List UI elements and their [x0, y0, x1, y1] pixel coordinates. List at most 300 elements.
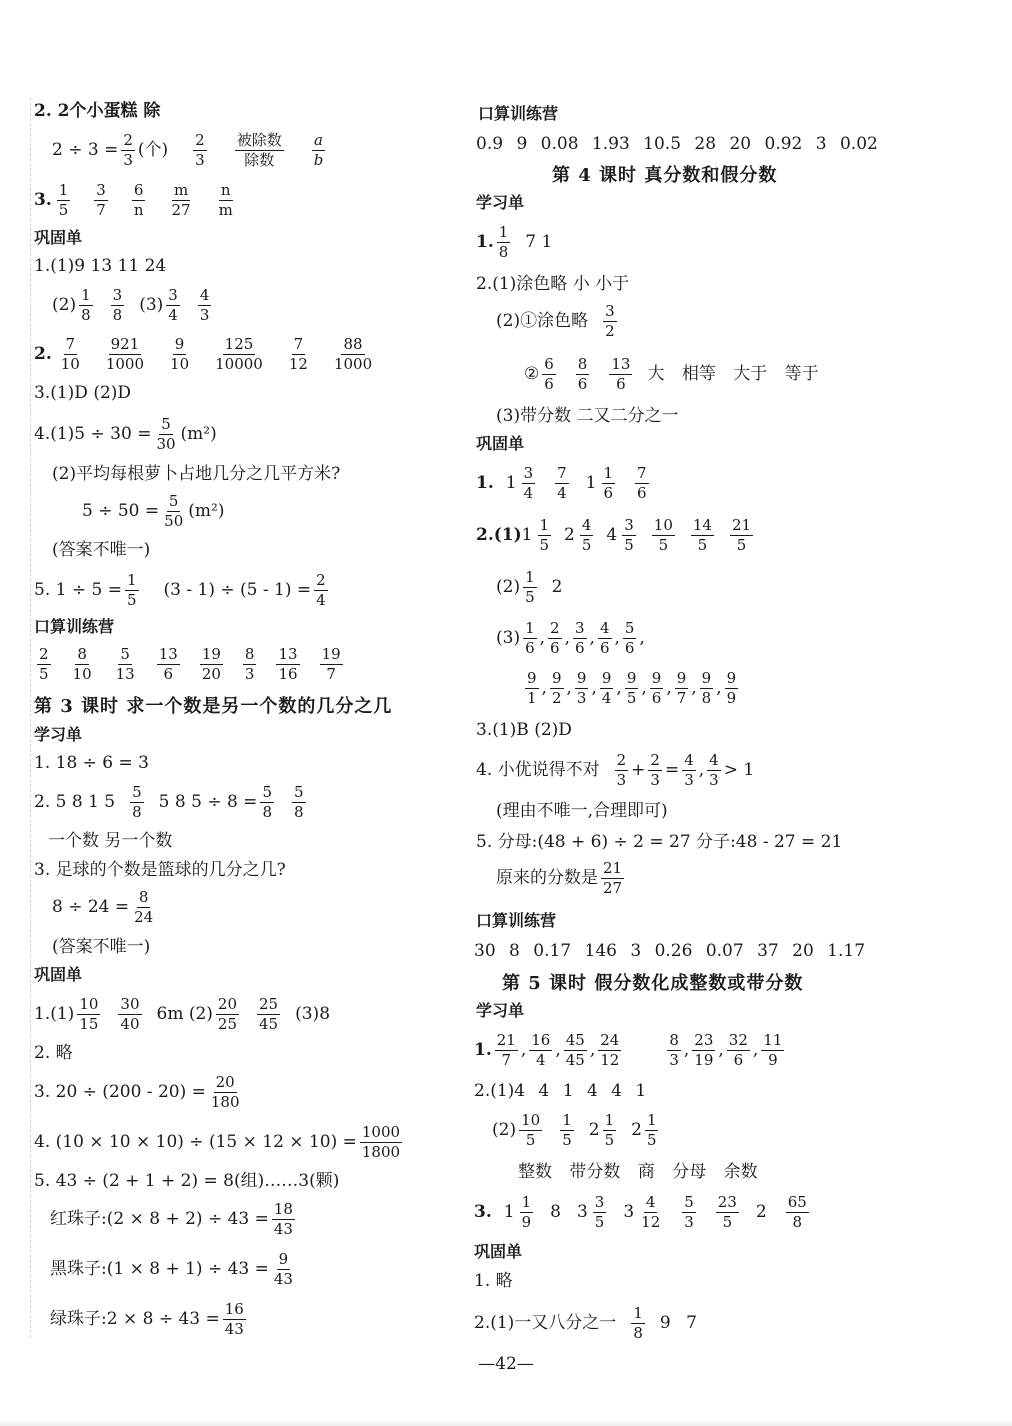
note-line: (答案不唯一)	[52, 540, 151, 560]
answer-line: 1. 1 $\frac{3}{4}$ $\frac{7}{4}$ 1 $\frac{1}{6}$ $\frac{7}{6}$	[476, 465, 652, 502]
fraction	[200, 646, 223, 683]
numerator: 19	[201, 645, 221, 663]
answer-line: (2)①涂色略 3 2	[496, 302, 615, 340]
separator: ,	[691, 677, 697, 698]
denominator: 7	[501, 1050, 512, 1069]
denominator: 3	[669, 1050, 679, 1069]
fraction-item	[597, 670, 622, 707]
fraction-item	[550, 1201, 563, 1222]
fraction	[692, 1032, 715, 1069]
fraction	[727, 1032, 750, 1069]
fraction-item	[522, 517, 554, 554]
answer-line: 1.(1)9 13 11 24	[34, 256, 167, 276]
fraction	[573, 620, 587, 657]
fraction-item	[561, 1032, 596, 1069]
answer-line: 红珠子:(2 × 8 + 2) ÷ 43 = $\frac{18}{43}$	[50, 1200, 293, 1238]
whole-number: 1	[505, 472, 517, 493]
denominator: 6	[544, 374, 554, 393]
fraction	[761, 1032, 784, 1069]
page-number: —42—	[478, 1354, 534, 1374]
denominator: 6	[550, 638, 560, 657]
denominator: 5	[697, 535, 708, 554]
section-heading: 巩固单	[476, 434, 525, 453]
fraction: 3 2	[605, 302, 615, 340]
answer-line: 2. 2个小蛋糕 除	[34, 101, 161, 121]
whole-number: 2	[564, 524, 575, 545]
numerator: 3	[594, 1193, 605, 1211]
fraction: 4 3	[709, 751, 719, 789]
denominator: 7	[96, 200, 106, 219]
whole-number: 1	[585, 472, 597, 493]
numerator: 14	[692, 516, 712, 534]
fraction: 20 25	[217, 995, 238, 1033]
fraction-item	[520, 620, 545, 657]
fraction	[59, 336, 82, 373]
section-heading: 口算训练营	[478, 104, 559, 123]
numerator: 7	[557, 464, 567, 482]
fraction: 5 8	[293, 783, 304, 821]
numerator: 65	[787, 1193, 807, 1211]
numerator: 16	[531, 1031, 551, 1049]
fraction	[667, 1032, 681, 1069]
fraction: $\frac{1}{5}$	[126, 571, 137, 609]
fraction: 2 3	[616, 751, 627, 789]
denominator: 6	[599, 638, 610, 657]
fraction-item	[197, 646, 226, 683]
numerator: 6	[544, 355, 554, 373]
numerator: 19	[321, 645, 341, 663]
denominator: 6	[651, 688, 662, 707]
numerator: 1	[58, 181, 69, 199]
answer-line: 一个数 另一个数	[48, 831, 173, 851]
answer-line	[522, 670, 741, 707]
fraction	[548, 620, 562, 657]
answer-line: 3.(1)B (2)D	[476, 720, 572, 740]
denominator: 3	[244, 664, 255, 683]
fraction: 4 3	[199, 286, 210, 324]
fraction-item	[214, 182, 238, 219]
fraction	[602, 465, 616, 502]
fraction	[635, 465, 649, 502]
fraction: $\frac{18}{43}$	[273, 1200, 293, 1238]
fraction: $\frac{5}{30}$	[156, 415, 176, 453]
fraction	[37, 646, 51, 683]
answer-line: 1. 略	[474, 1271, 513, 1291]
numerator: 9	[601, 669, 612, 687]
numerator: 10	[653, 516, 673, 534]
fraction-item	[545, 620, 570, 657]
numerator: 3	[96, 181, 106, 199]
fraction-item	[647, 670, 672, 707]
fraction-item	[622, 670, 647, 707]
answer-line: 原来的分数是 21 27	[496, 859, 623, 897]
fraction-item	[679, 1194, 699, 1231]
fraction-list	[520, 620, 645, 657]
fraction-item	[697, 670, 722, 707]
fraction-item	[722, 670, 742, 707]
separator: ,	[752, 1039, 759, 1060]
denominator: 6	[575, 638, 585, 657]
fraction-item	[522, 670, 547, 707]
fraction: 10 15	[79, 995, 99, 1033]
fraction	[538, 517, 552, 554]
denominator: 4	[536, 1050, 546, 1069]
denominator: 6	[525, 638, 535, 657]
fraction	[576, 356, 590, 393]
fraction	[276, 646, 299, 683]
answer-line: 5. 分母:(48 + 6) ÷ 2 = 27 分子:48 - 27 = 21	[476, 832, 843, 852]
denominator: 5	[736, 535, 747, 554]
fraction-item	[91, 182, 111, 219]
fraction	[580, 517, 594, 554]
fraction-item	[573, 356, 593, 393]
separator: ,	[591, 677, 597, 698]
numerator: 13	[278, 645, 298, 663]
numerator: 4	[645, 1193, 656, 1211]
fraction: 1 5	[604, 1111, 615, 1149]
answer-line: 2 ÷ 3 = $\frac{2}{3}$ (个) 2 3 被除数 除数 a b	[52, 131, 324, 169]
fraction: $\frac{9}{43}$	[273, 1250, 293, 1288]
numerator: 8	[669, 1031, 679, 1049]
denominator: 6	[624, 638, 635, 657]
fraction-list	[522, 517, 756, 554]
separator: ,	[566, 677, 572, 698]
fraction	[57, 182, 71, 219]
fraction	[104, 336, 146, 373]
numerator: 8	[244, 645, 255, 663]
fraction	[320, 646, 343, 683]
fraction-item	[165, 336, 194, 373]
fraction	[564, 1032, 587, 1069]
numerator: 3	[575, 619, 585, 637]
fraction-item	[689, 1032, 724, 1069]
denominator: 6	[733, 1050, 744, 1069]
fraction-item	[724, 1032, 759, 1069]
whole-number: 8	[550, 1201, 561, 1222]
numerator: 88	[343, 335, 363, 353]
denominator: 12	[641, 1212, 661, 1231]
fraction: $\frac{5}{50}$	[164, 492, 184, 530]
separator: ,	[589, 1039, 596, 1060]
numerator: 4	[599, 619, 610, 637]
answer-line: 2. 略	[34, 1043, 73, 1063]
whole-number: 1	[521, 524, 533, 545]
fraction-item	[758, 1032, 787, 1069]
separator: ,	[555, 1039, 561, 1060]
fraction: $\frac{20}{180}$	[210, 1073, 240, 1111]
fraction	[132, 182, 146, 219]
answer-line: 3. 20 ÷ (200 - 20) = $\frac{20}{180}$	[34, 1073, 240, 1111]
denominator: 5	[722, 1212, 733, 1231]
fraction-item	[539, 356, 559, 393]
numerator: 2	[550, 619, 560, 637]
fraction-item	[317, 646, 346, 683]
fraction	[168, 336, 191, 373]
answer-line: (3)带分数 二又二分之一	[496, 406, 679, 426]
fraction-list	[34, 646, 346, 683]
fraction-item	[564, 517, 596, 554]
fraction-list	[54, 182, 238, 219]
denominator: 20	[201, 664, 221, 683]
fraction: $\frac{2}{4}$	[316, 571, 326, 609]
fraction	[725, 670, 739, 707]
fraction	[94, 182, 108, 219]
numerator: 1	[525, 619, 535, 637]
separator: ,	[666, 677, 672, 698]
answer-line: 4. 小优说得不对 2 3 + $\frac{2}{3}$ = $\frac{4}{3}$ , 4 3 > 1	[476, 751, 755, 789]
separator: ,	[639, 627, 645, 648]
denominator: 1000	[105, 354, 145, 373]
denominator: 5	[539, 535, 550, 554]
section-heading: 巩固单	[474, 1242, 523, 1261]
whole-number: 4	[606, 524, 618, 545]
answer-line: 5. 43 ÷ (2 + 1 + 2) = 8(组)……3(颗)	[34, 1171, 340, 1191]
answer-line: 2.(1)4 4 1 4 4 1	[474, 1081, 647, 1101]
numerator: 8	[577, 355, 588, 373]
fraction-item	[273, 646, 302, 683]
fraction: a b	[313, 131, 324, 169]
fraction-item	[570, 620, 595, 657]
fraction-item	[504, 1194, 536, 1231]
denominator: 10	[60, 354, 80, 373]
fraction-list	[492, 1032, 625, 1069]
fraction	[730, 517, 753, 554]
denominator: 5	[658, 535, 669, 554]
answer-line: 1. $\frac{21}{7}$ , $\frac{16}{4}$ , $\frac{45}{45}$ , $\frac{24}{12}$ $\frac{8}{3}$ , $\frac{23}{19}$ , $\frac{32}{6}$ , $\frac{11}{9}$	[474, 1032, 787, 1069]
fraction	[691, 517, 714, 554]
fraction: $\frac{2}{3}$	[123, 131, 133, 169]
answer-line: 2.(1)涂色略 小 小于	[476, 274, 630, 294]
fraction-item	[620, 620, 645, 657]
numerator: 9	[701, 669, 712, 687]
numerator: 45	[565, 1031, 585, 1049]
denominator: 6	[577, 374, 588, 393]
denominator: 3	[576, 688, 587, 707]
fraction-item	[713, 1194, 742, 1231]
fraction-list	[504, 1194, 812, 1231]
denominator: 6	[637, 483, 647, 502]
fraction-item	[68, 646, 97, 683]
denominator: 1	[527, 688, 537, 707]
fraction	[157, 646, 180, 683]
answer-line: ② $\frac{6}{6}$ $\frac{8}{6}$ $\frac{13}{6}$ 大 相等 大于 等于	[524, 355, 819, 393]
numerator: 9	[576, 669, 587, 687]
fraction-item	[111, 646, 140, 683]
note-line: (理由不唯一,合理即可)	[496, 801, 668, 821]
fraction-item	[492, 1032, 527, 1069]
numerator: 5	[120, 645, 130, 663]
fraction	[675, 670, 689, 707]
numerator: 13	[611, 355, 631, 373]
fraction-item	[54, 182, 74, 219]
fraction-item	[56, 336, 85, 373]
fraction	[598, 1032, 621, 1069]
fraction	[555, 465, 569, 502]
fraction	[575, 670, 589, 707]
numerator: 1	[539, 516, 550, 534]
answer-line	[34, 646, 346, 683]
fraction	[213, 336, 265, 373]
denominator: 4	[601, 688, 612, 707]
answer-line: 30 8 0.17 146 3 0.26 0.07 37 20 1.17	[474, 941, 866, 961]
answer-line: 黑珠子:(1 × 8 + 1) ÷ 43 = $\frac{9}{43}$	[50, 1250, 293, 1288]
fraction-item	[329, 336, 377, 373]
fraction-item	[664, 1032, 689, 1069]
section-heading: 学习单	[476, 1001, 525, 1020]
separator: ,	[541, 677, 547, 698]
answer-line: 5. 1 ÷ 5 = $\frac{1}{5}$ (3 - 1) ÷ (5 - 1) = $\frac{2}{4}$	[34, 571, 326, 609]
separator: ,	[641, 677, 647, 698]
fraction: $\frac{16}{43}$	[224, 1300, 244, 1338]
answer-line: 1.(1) 10 15 30 40 6m (2) 20 25 25 45 (3)8	[34, 995, 331, 1033]
numerator: 125	[224, 335, 254, 353]
numerator: 9	[626, 669, 637, 687]
separator: ,	[718, 1039, 724, 1060]
fraction	[525, 670, 539, 707]
fraction	[593, 1194, 607, 1231]
fraction	[217, 182, 235, 219]
fraction: 25 45	[259, 995, 279, 1033]
answer-line: 1. 18 ÷ 6 = 3	[34, 753, 149, 773]
answer-line: 2.(1)一又八分之一 1 8 9 7	[474, 1304, 697, 1342]
fraction	[609, 356, 632, 393]
fraction: 3 8	[112, 286, 123, 324]
fraction-list	[539, 356, 635, 393]
denominator: 13	[115, 664, 135, 683]
separator: ,	[614, 627, 620, 648]
note-line: (答案不唯一)	[52, 937, 151, 957]
fraction: $\frac{5}{8}$	[262, 783, 272, 821]
section-heading: 学习单	[34, 725, 83, 744]
denominator: 10000	[215, 354, 263, 373]
fraction-item	[595, 620, 620, 657]
numerator: 9	[527, 669, 537, 687]
answer-line: 3.(1)D (2)D	[34, 383, 132, 403]
numerator: 1	[521, 1193, 532, 1211]
fraction	[786, 1194, 809, 1231]
numerator: 1	[603, 464, 614, 482]
fraction	[650, 670, 664, 707]
whole-number: 3	[623, 1201, 635, 1222]
fraction-item	[240, 646, 260, 683]
answer-line: 整数 带分数 商 分母 余数	[518, 1162, 758, 1182]
fraction: 1 8	[498, 223, 509, 261]
numerator: 9	[551, 669, 562, 687]
separator: ,	[589, 627, 595, 648]
fraction: $\frac{8}{24}$	[134, 888, 154, 926]
numerator: 4	[581, 516, 592, 534]
fraction	[623, 620, 637, 657]
fraction	[523, 620, 537, 657]
fraction	[639, 1194, 662, 1231]
numerator: m	[173, 181, 189, 199]
fraction	[550, 670, 564, 707]
fraction-item	[783, 1194, 812, 1231]
answer-line: 5 ÷ 50 = $\frac{5}{50}$ (m²)	[82, 492, 225, 530]
lesson-title: 第 4 课时 真分数和假分数	[552, 165, 778, 186]
whole-number: 1	[503, 1201, 515, 1222]
fraction-item	[586, 465, 618, 502]
fraction	[716, 1194, 739, 1231]
fraction	[682, 1194, 696, 1231]
fraction-item	[727, 517, 756, 554]
question-line: (2)平均每根萝卜占地几分之几平方米?	[52, 464, 341, 484]
denominator: 4	[557, 483, 567, 502]
fraction-item	[210, 336, 268, 373]
denominator: 6	[616, 374, 626, 393]
denominator: 6	[163, 664, 174, 683]
denominator: m	[218, 200, 233, 219]
numerator: 7	[637, 464, 647, 482]
fraction	[522, 465, 536, 502]
fraction-item	[688, 517, 717, 554]
fraction	[652, 517, 675, 554]
fraction-item	[606, 517, 638, 554]
fraction-item	[154, 646, 183, 683]
denominator: 4	[523, 483, 534, 502]
denominator: 9	[726, 688, 737, 707]
numerator: 2	[39, 645, 49, 663]
denominator: 1000	[333, 354, 373, 373]
answer-line: (3) $\frac{1}{6}$ , $\frac{2}{6}$ , $\frac{3}{6}$ , $\frac{4}{6}$ , $\frac{5}{6}$ ,	[496, 619, 645, 657]
fraction: 3 4	[168, 286, 178, 324]
numerator: 921	[110, 335, 140, 353]
denominator: 12	[288, 354, 308, 373]
fraction-item	[623, 1194, 665, 1231]
fraction-list	[522, 670, 741, 707]
denominator: 9	[768, 1050, 778, 1069]
denominator: 27	[171, 200, 191, 219]
numerator: 9	[726, 669, 737, 687]
fraction: 被除数 除数	[236, 131, 282, 169]
separator: ,	[539, 627, 546, 648]
fraction	[170, 182, 193, 219]
fraction-item	[649, 517, 678, 554]
numerator: 11	[763, 1031, 783, 1049]
numerator: 24	[600, 1031, 620, 1049]
fraction	[600, 670, 614, 707]
answer-line: (2) 10 5 1 5 2 1 5 2 1 5	[492, 1111, 657, 1149]
fraction-item	[167, 182, 196, 219]
page-edge	[0, 1418, 1012, 1426]
fraction-item	[101, 336, 149, 373]
denominator: 19	[694, 1050, 714, 1069]
answer-line: (2) 1 8 3 8 (3) 3 4 4 3	[52, 286, 210, 324]
separator: ,	[520, 1039, 527, 1060]
question-line: 3. 足球的个数是篮球的几分之几?	[34, 860, 286, 880]
numerator: 13	[158, 645, 178, 663]
numerator: 7	[65, 335, 76, 353]
denominator: 10	[170, 354, 190, 373]
fraction: 10 5	[521, 1111, 541, 1149]
separator: ,	[564, 627, 570, 648]
fraction	[622, 517, 636, 554]
denominator: 6	[603, 483, 614, 502]
fraction-item	[34, 646, 54, 683]
denominator: n	[133, 200, 144, 219]
denominator: 7	[326, 664, 336, 683]
answer-line: 8 ÷ 24 = $\frac{8}{24}$	[52, 888, 154, 926]
fraction: 1 8	[81, 286, 91, 324]
denominator: 16	[278, 664, 298, 683]
fraction	[542, 356, 556, 393]
fraction: 1 8	[633, 1304, 643, 1342]
whole-number: 2	[755, 1201, 767, 1222]
fraction	[520, 1194, 534, 1231]
lesson-title: 第 5 课时 假分数化成整数或带分数	[502, 973, 804, 994]
answer-line: 4. (10 × 10 × 10) ÷ (15 × 12 × 10) = $\frac{1000}{1800}$	[34, 1123, 401, 1161]
fraction: 21 27	[603, 859, 623, 897]
